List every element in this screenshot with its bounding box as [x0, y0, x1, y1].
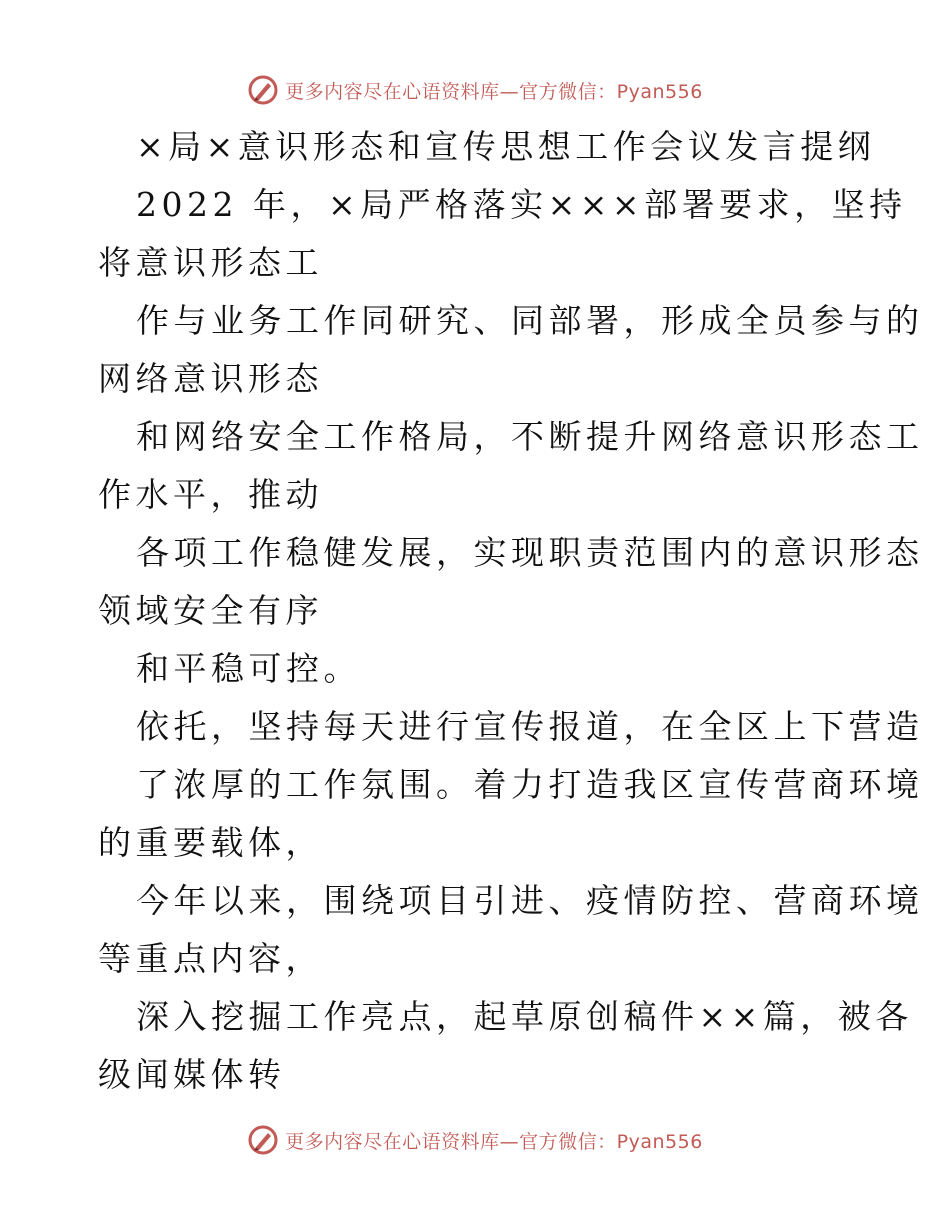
footer-watermark-banner — [0, 1120, 950, 1160]
paragraph-line: 各项工作稳健发展，实现职责范围内的意识形态 — [136, 533, 924, 572]
paragraph-line: 领域安全有序 — [98, 591, 323, 630]
paragraph-line: 网络意识形态 — [98, 359, 323, 398]
paragraph-line: 作与业务工作同研究、同部署，形成全员参与的 — [136, 301, 924, 340]
paragraph-line: 级闻媒体转 — [98, 1055, 286, 1094]
header-watermark-banner — [0, 70, 950, 110]
header-banner-text: 更多内容尽在心语资料库—官方微信：Pyan556 — [285, 80, 703, 103]
document-body — [98, 118, 924, 1104]
paragraph-line: 2022 年，×局严格落实×××部署要求，坚持 — [136, 185, 907, 224]
paragraph-line: 和平稳可控。 — [136, 649, 361, 688]
paragraph-line: 的重要载体， — [98, 823, 323, 862]
paragraph-line: 了浓厚的工作氛围。着力打造我区宣传营商环境 — [136, 765, 924, 804]
paragraph-line: 将意识形态工 — [98, 243, 323, 282]
paragraph-line: 依托，坚持每天进行宣传报道，在全区上下营造 — [136, 707, 924, 746]
paragraph-line: 和网络安全工作格局，不断提升网络意识形态工 — [136, 417, 924, 456]
document-title: ×局×意识形态和宣传思想工作会议发言提纲 — [136, 127, 876, 166]
pen-logo-icon — [247, 74, 279, 106]
paragraph-line: 等重点内容， — [98, 939, 323, 978]
paragraph-line: 今年以来，围绕项目引进、疫情防控、营商环境 — [136, 881, 924, 920]
paragraph-line: 作水平，推动 — [98, 475, 323, 514]
paragraph-line: 深入挖掘工作亮点，起草原创稿件××篇，被各 — [136, 997, 913, 1036]
pen-logo-icon — [247, 1124, 279, 1156]
footer-banner-text: 更多内容尽在心语资料库—官方微信：Pyan556 — [285, 1130, 703, 1153]
